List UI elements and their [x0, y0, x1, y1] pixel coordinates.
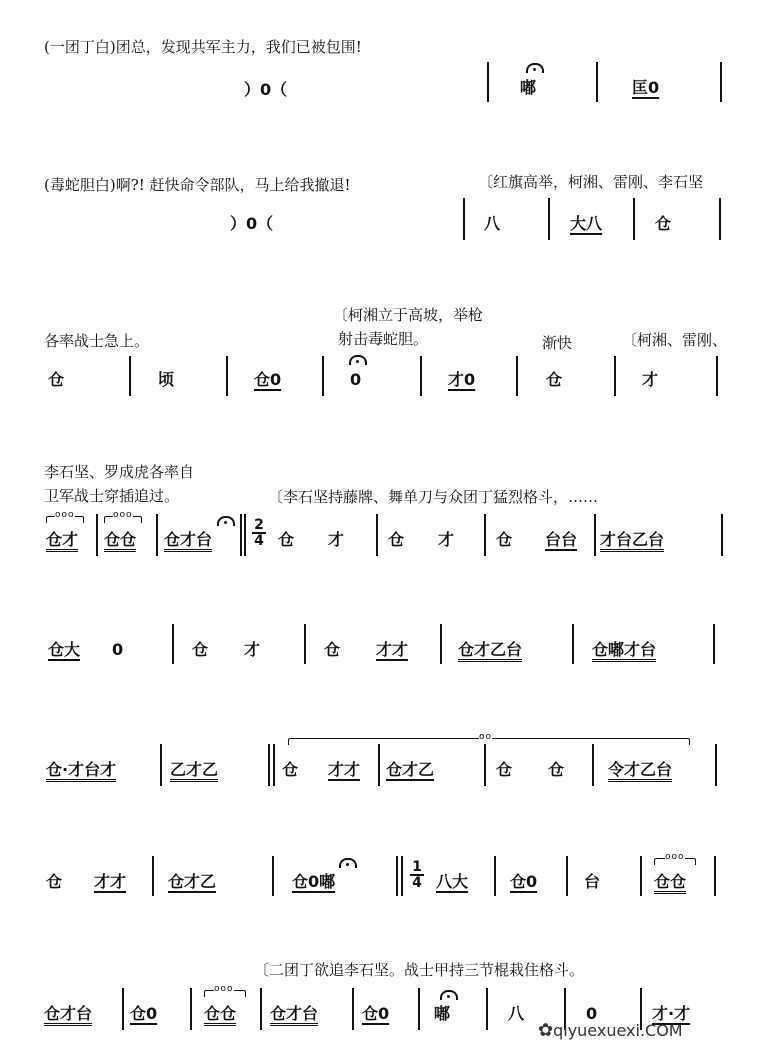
time-sig-denominator: 4: [412, 875, 422, 891]
score-cell: 乙才乙: [170, 760, 219, 779]
bar-line: [633, 198, 635, 240]
time-sig-denominator: 4: [254, 533, 264, 549]
bar-line: [240, 514, 242, 556]
score-cell: 才: [642, 370, 659, 389]
bar-line: [721, 514, 723, 556]
fermata-mark: [339, 858, 357, 868]
stage-direction: 〔红旗高举，柯湘、雷刚、李石坚: [478, 173, 704, 191]
bar-line: [376, 514, 378, 556]
score-cell: 八: [508, 1004, 525, 1023]
score-cell: 大八: [570, 214, 603, 233]
time-signature: [252, 518, 266, 548]
stage-direction: 各率战士急上。: [44, 332, 150, 350]
score-cell: 匡0: [632, 78, 660, 97]
score-cell: 才才: [94, 872, 127, 891]
score-cell: 八: [484, 214, 501, 233]
score-cell: 仓仓: [104, 530, 137, 549]
score-cell: 才: [328, 530, 345, 549]
score-cell: 才·才: [652, 1004, 691, 1023]
score-cell: 仓: [282, 760, 299, 779]
stage-direction: 李石坚、罗成虎各率自: [44, 463, 195, 481]
bar-line: [713, 624, 715, 664]
score-cell: 0: [112, 640, 124, 659]
score-cell: 仓·才台才: [46, 760, 117, 779]
bar-line: [272, 856, 274, 896]
score-cell: 仓才台: [270, 1004, 319, 1023]
bar-line: [484, 744, 486, 786]
bar-line: [719, 198, 721, 240]
time-sig-numerator: 2: [252, 518, 266, 534]
watermark-text: qiyuexuexi.COM: [553, 1021, 683, 1040]
bar-line: [640, 856, 642, 896]
score-cell: 才才: [376, 640, 409, 659]
score-cell: 台: [584, 872, 601, 891]
bar-line: [566, 856, 568, 896]
score-cell: 仓才乙: [386, 760, 435, 779]
bar-line: [226, 356, 228, 396]
score-cell: 仓0: [362, 1004, 390, 1023]
score-cell: 仓: [278, 530, 295, 549]
stage-direction: 〔二团丁欲追李石坚。战士甲持三节棍栽住格斗。: [254, 961, 585, 979]
bar-line: [273, 744, 275, 786]
bar-line: [378, 744, 380, 786]
bar-line: [352, 988, 354, 1030]
score-cell: 仓才台: [164, 530, 213, 549]
dialogue-line-2: (毒蛇胆白)啊?! 赶快命令部队，马上给我撤退!: [44, 176, 351, 194]
score-cell: 仓: [48, 370, 65, 389]
score-cell: 才0: [448, 370, 476, 389]
bar-line: [190, 988, 192, 1030]
bar-line: [396, 856, 398, 896]
bar-line: [440, 624, 442, 664]
fermata-mark: [440, 990, 458, 1000]
bar-line: [401, 856, 403, 896]
score-cell: 仓才台: [44, 1004, 93, 1023]
watermark: [538, 1020, 683, 1041]
stage-direction: 射击毒蛇胆。: [338, 330, 429, 348]
score-cell: 才台乙台: [600, 530, 665, 549]
score-cell: 仓才乙台: [458, 640, 523, 659]
bar-line: [494, 856, 496, 896]
bar-line: [420, 356, 422, 396]
score-cell: 仓0: [254, 370, 282, 389]
stage-direction: 〔柯湘、雷刚、: [622, 331, 728, 349]
score-cell: 仓: [496, 530, 513, 549]
fermata-mark: [526, 63, 544, 73]
score-cell: 仓0嘟: [292, 872, 336, 891]
time-signature: [410, 860, 424, 890]
bar-line: [463, 198, 465, 240]
score-cell: 才: [244, 640, 261, 659]
bar-line: [614, 356, 616, 396]
bar-line: [594, 514, 596, 556]
time-sig-numerator: 1: [410, 860, 424, 876]
bar-line: [592, 744, 594, 786]
score-cell: 仓嘟才台: [592, 640, 657, 659]
score-cell: 仓0: [510, 872, 538, 891]
fermata-mark: [349, 355, 367, 365]
bar-line: [548, 198, 550, 240]
score-cell: 仓: [655, 214, 672, 233]
bar-line: [596, 62, 598, 102]
score-cell: 仓: [496, 760, 513, 779]
bar-line: [572, 624, 574, 664]
score-cell: 才才: [328, 760, 361, 779]
fermata-mark: [217, 516, 235, 526]
tie-mark: ooo: [654, 858, 696, 865]
bar-line: [260, 988, 262, 1030]
score-cell: 仓: [546, 370, 563, 389]
score-cell: 仓才乙: [168, 872, 217, 891]
score-cell: 仓仓: [204, 1004, 237, 1023]
watermark-logo-icon: ✿: [538, 1020, 554, 1041]
score-cell: 仓: [388, 530, 405, 549]
bar-line: [122, 988, 124, 1030]
bar-line: [322, 356, 324, 396]
bar-line: [244, 514, 246, 556]
score-cell: 仓: [192, 640, 209, 659]
score-cell: 仓大: [48, 640, 81, 659]
score-cell: 0: [350, 370, 362, 389]
bar-line: [516, 356, 518, 396]
bar-line: [304, 624, 306, 664]
bar-line: [418, 988, 420, 1030]
tie-mark: ooo: [204, 990, 246, 997]
bar-line: [716, 356, 718, 396]
bar-line: [714, 856, 716, 896]
score-cell: ）0（: [244, 80, 288, 99]
bar-line: [129, 356, 131, 396]
score-cell: 嘟: [434, 1004, 451, 1023]
bar-line: [487, 62, 489, 102]
score-cell: 八大: [436, 872, 469, 891]
score-cell: 仓: [324, 640, 341, 659]
tie-mark: oo: [288, 738, 690, 745]
score-cell: 令才乙台: [608, 760, 673, 779]
bar-line: [96, 514, 98, 556]
bar-line: [156, 514, 158, 556]
score-cell: 嘟: [520, 78, 537, 97]
bar-line: [486, 988, 488, 1030]
bar-line: [172, 624, 174, 664]
tempo-mark: 渐快: [542, 334, 573, 352]
score-cell: 顷: [158, 370, 175, 389]
bar-line: [715, 744, 717, 786]
score-cell: 仓0: [130, 1004, 158, 1023]
score-cell: ）0（: [230, 214, 274, 233]
bar-line: [152, 856, 154, 896]
dialogue-line-1: (一团丁白)团总，发现共军主力，我们已被包围!: [44, 38, 362, 56]
score-cell: 仓: [548, 760, 565, 779]
bar-line: [484, 514, 486, 556]
bar-line: [720, 62, 722, 102]
score-cell: 仓才: [46, 530, 79, 549]
stage-direction: 卫军战士穿插追过。: [44, 487, 180, 505]
score-cell: 0: [586, 1004, 598, 1023]
score-cell: 台台: [545, 530, 578, 549]
score-cell: 仓仓: [654, 872, 687, 891]
bar-line: [160, 744, 162, 786]
bar-line: [268, 744, 270, 786]
score-cell: 仓: [46, 872, 63, 891]
stage-direction: 〔李石坚持藤牌、舞单刀与众团丁猛烈格斗，……: [268, 488, 599, 506]
score-cell: 才: [438, 530, 455, 549]
tie-mark: ooo: [104, 516, 142, 523]
stage-direction: 〔柯湘立于高坡，举枪: [333, 306, 484, 324]
tie-mark: ooo: [46, 516, 84, 523]
